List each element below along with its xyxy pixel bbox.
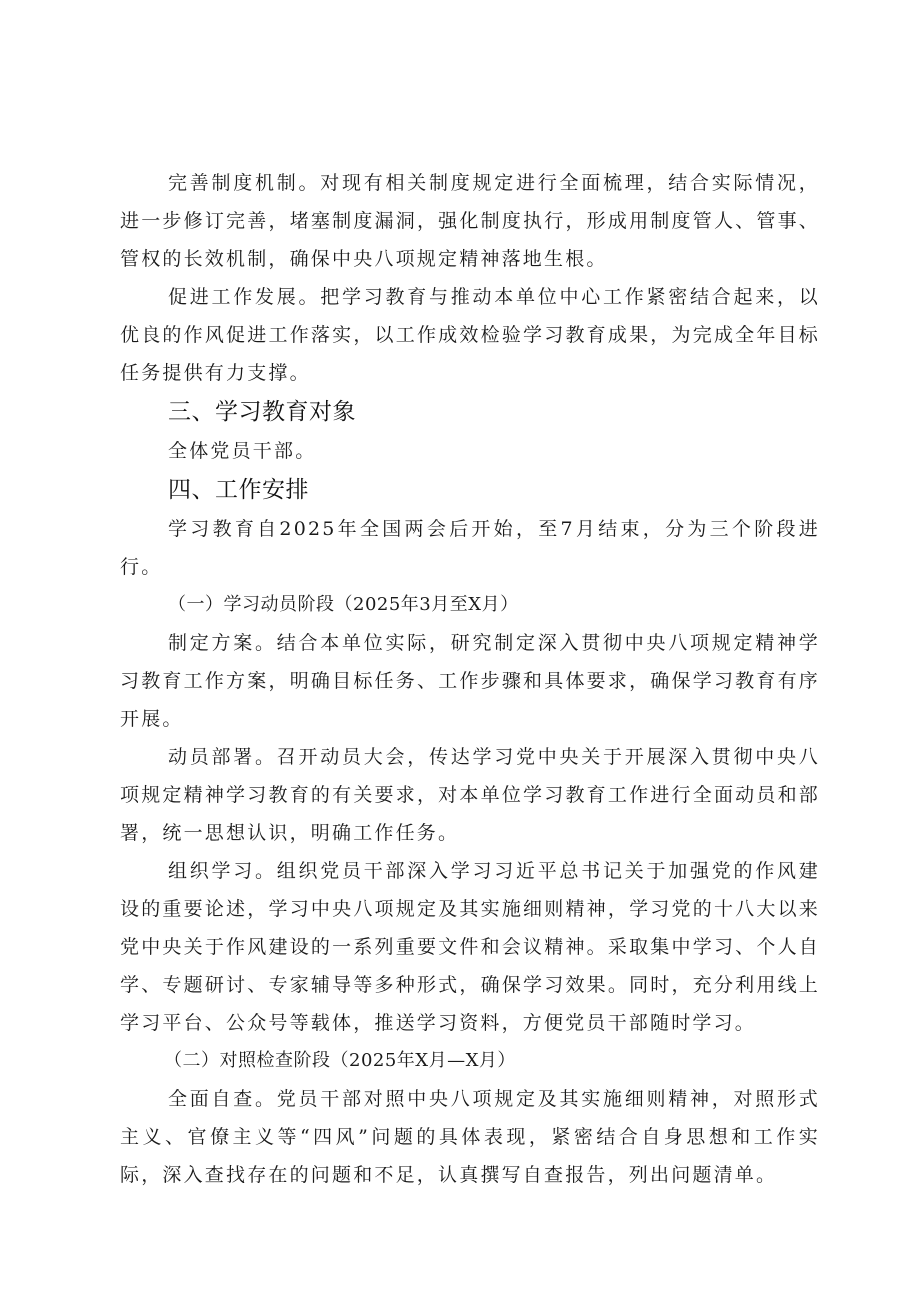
paragraph-self-check: 全面自查。党员干部对照中央八项规定及其实施细则精神，对照形式主义、官僚主义等“四风”问题的具体表现，紧密结合自身思想和工作实际，深入查找存在的问题和不足，认真撰写自查报告，列出问题清单。 bbox=[120, 1088, 820, 1186]
paragraph-mobilize: 动员部署。召开动员大会，传达学习党中央关于开展深入贯彻中央八项规定精神学习教育的有关要求，对本单位学习教育工作进行全面动员和部署，统一思想认识，明确工作任务。 bbox=[120, 746, 820, 844]
document-body bbox=[120, 164, 820, 1194]
paragraph-organize-study: 组织学习。组织党员干部深入学习习近平总书记关于加强党的作风建设的重要论述，学习中央八项规定及其实施细则精神，学习党的十八大以来党中央关于作风建设的一系列重要文件和会议精神。采取集中学习、个人自学、专题研讨、专家辅导等多种形式，确保学习效果。同时，充分利用线上学习平台、公众号等载体，推送学习资料，方便党员干部随时学习。 bbox=[120, 860, 820, 1034]
paragraph-audience: 全体党员干部。 bbox=[168, 440, 317, 462]
paragraph-promote-work: 促进工作发展。把学习教育与推动本单位中心工作紧密结合起来，以优良的作风促进工作落实，以工作成效检验学习教育成果，为完成全年目标任务提供有力支撑。 bbox=[120, 286, 820, 384]
paragraph-schedule: 学习教育自2025年全国两会后开始，至7月结束，分为三个阶段进行。 bbox=[120, 518, 820, 578]
section-heading-audience: 三、学习教育对象 bbox=[168, 399, 356, 425]
subheading-phase-two: （二）对照检查阶段（2025年X月—X月） bbox=[164, 1050, 516, 1071]
paragraph-make-plan: 制定方案。结合本单位实际，研究制定深入贯彻中央八项规定精神学习教育工作方案，明确目标任务、工作步骤和具体要求，确保学习教育有序开展。 bbox=[120, 632, 820, 730]
subheading-phase-one: （一）学习动员阶段（2025年3月至X月） bbox=[168, 594, 519, 615]
paragraph-improve-system: 完善制度机制。对现有相关制度规定进行全面梳理，结合实际情况，进一步修订完善，堵塞制度漏洞，强化制度执行，形成用制度管人、管事、管权的长效机制，确保中央八项规定精神落地生根。 bbox=[120, 172, 820, 270]
section-heading-arrangement: 四、工作安排 bbox=[168, 477, 309, 503]
